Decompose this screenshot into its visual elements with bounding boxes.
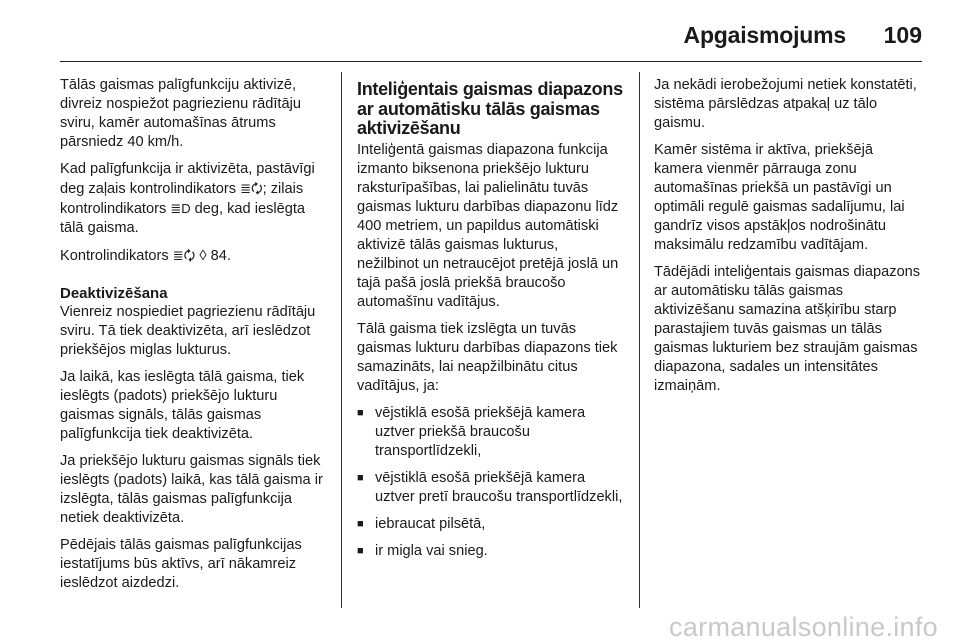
paragraph: Tādējādi inteliģentais gaismas diapazons ar automātisku tālās gaismas aktivizēšanu samazina atšķirību starp parastajiem tuvās gaismas un tālās gaismas lukturiem bez straujām gaismas diapazona, sadales un intensitātes izmaiņām. xyxy=(654,264,921,394)
paragraph: Tālā gaisma tiek izslēgta un tuvās gaismas lukturu darbības diapazons tiek samazināts, lai neapžilbinātu citus vadītājus, ja: xyxy=(357,320,618,394)
bullet-icon: ■ xyxy=(357,517,364,530)
list-item: ■ vējstiklā esošā priekšējā kamera uztver priekšā braucošu transportlīdzekli, xyxy=(357,404,586,459)
paragraph: Kad palīgfunkcija ir aktivizēta, pastāvīgi deg zaļais kontrolindikators ≣🗘; zilais kontrolindikators ≣D deg, kad ieslēgta tālā gaisma. xyxy=(60,161,315,236)
high-beam-assist-indicator-icon: ≣🗘 xyxy=(240,181,263,196)
bullet-list xyxy=(357,404,623,561)
bullet-icon: ■ xyxy=(357,544,364,557)
paragraph: Inteliģentā gaismas diapazona funkcija izmanto biksenona priekšējo lukturu raksturīpašības, lai palielinātu tuvās gaismas lukturu darbības diapazonu līdz 400 metriem, un papildus automātiski aktivizē tālās gaismas lukturus, nežilbinot un netraucējot pretējā joslā un tajā pašā joslā priekšā braucošo automašīnu vadītājus. xyxy=(357,141,619,310)
header-rule xyxy=(60,61,922,62)
paragraph: Ja priekšējo lukturu gaismas signāls tiek ieslēgts (padots) laikā, kas tālā gaisma ir izslēgta, tālās gaismas palīgfunkcija netiek deaktivizēta. xyxy=(60,453,323,526)
paragraph: Kontrolindikators ≣🗘 ◊ 84. xyxy=(60,248,231,264)
page-number: 109 xyxy=(883,22,922,48)
list-item: ■ vējstiklā esošā priekšējā kamera uztver pretī braucošu transportlīdzekli, xyxy=(357,469,623,505)
column-1 xyxy=(60,76,328,601)
bullet-icon: ■ xyxy=(357,406,364,419)
section-heading: Deaktivizēšana xyxy=(60,285,168,302)
section-heading: Inteliģentais gaismas diapazons ar automātisku tālās gaismas aktivizēšanu xyxy=(357,79,623,138)
column-divider-2 xyxy=(639,72,640,608)
page-reference: ◊ 84. xyxy=(199,248,231,264)
paragraph: Ja nekādi ierobežojumi netiek konstatēti, sistēma pārslēdzas atpakaļ uz tālo gaismu. xyxy=(654,77,917,131)
high-beam-indicator-icon: ≣D xyxy=(170,201,191,216)
paragraph: Pēdējais tālās gaismas palīgfunkcijas iestatījums būs aktīvs, arī nākamreiz ieslēdzot aizdedzi. xyxy=(60,537,302,591)
paragraph: Tālās gaismas palīgfunkciju aktivizē, divreiz nospiežot pagriezienu rādītāju sviru, kamēr automašīnas ātrums pārsniedz 40 km/h. xyxy=(60,77,301,150)
paragraph: Ja laikā, kas ieslēgta tālā gaisma, tiek ieslēgts (padots) priekšējo lukturu gaismas signāls, tālās gaismas palīgfunkcija tiek deaktivizēta. xyxy=(60,369,305,442)
paragraph: Kamēr sistēma ir aktīva, priekšējā kamera vienmēr pārrauga zonu automašīnas priekšā un pastāvīgi un optimāli regulē gaismas sadalījumu, lai gandrīz visos apstākļos nodrošinātu maksimālu redzamību vadītājam. xyxy=(654,142,905,253)
watermark: carmanualsonline.info xyxy=(669,612,938,642)
high-beam-assist-indicator-icon: ≣🗘 xyxy=(172,248,196,263)
list-item: ■ iebraucat pilsētā, xyxy=(357,515,486,532)
page-header xyxy=(60,14,922,54)
column-3 xyxy=(654,76,922,404)
column-divider-1 xyxy=(341,72,342,608)
column-2 xyxy=(357,80,623,569)
paragraph: Vienreiz nospiediet pagriezienu rādītāju sviru. Tā tiek deaktivizēta, arī ieslēdzot priekšējos miglas lukturus. xyxy=(60,304,316,358)
list-item: ■ ir migla vai snieg. xyxy=(357,542,488,559)
bullet-icon: ■ xyxy=(357,471,364,484)
page-title: Apgaismojums xyxy=(683,22,846,48)
